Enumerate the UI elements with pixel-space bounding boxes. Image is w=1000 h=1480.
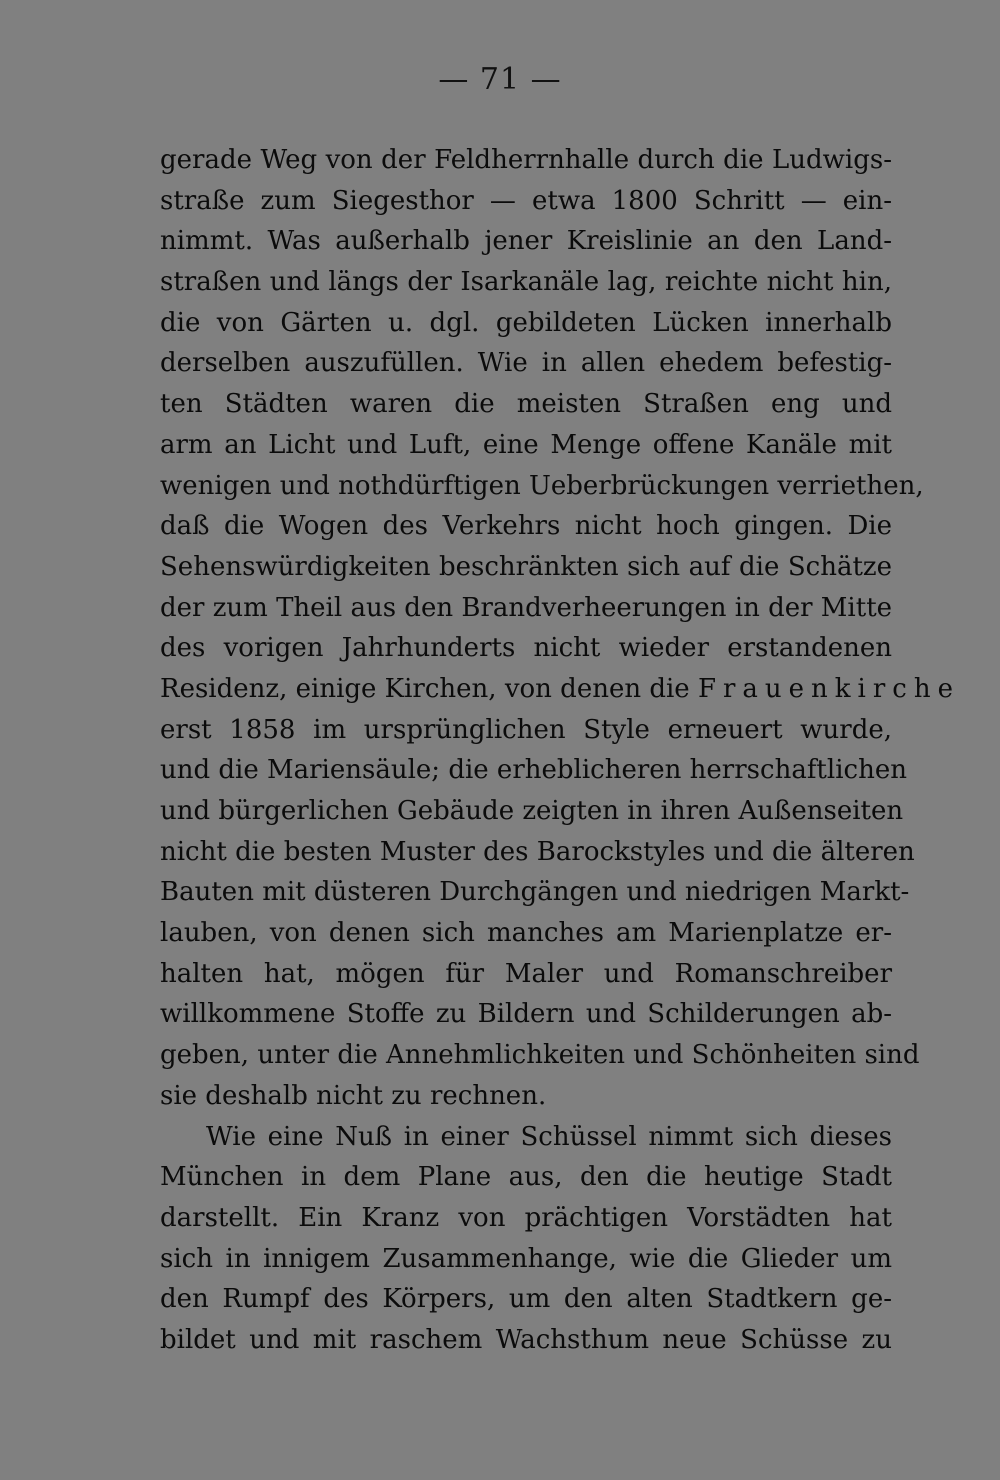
text-line: derselben auszufüllen. Wie in allen ehedem befestig- [160, 348, 892, 379]
text-line: Wie eine Nuß in einer Schüssel nimmt sich dieses [206, 1121, 892, 1152]
text-line: nicht die besten Muster des Barockstyles und die älteren [160, 836, 915, 867]
text-line: bildet und mit raschem Wachsthum neue Schüsse zu [160, 1324, 892, 1355]
text-line: Bauten mit düsteren Durchgängen und niedrigen Markt- [160, 877, 910, 908]
text-line: nimmt. Was außerhalb jener Kreislinie an den Land- [160, 226, 892, 257]
text-line: lauben, von denen sich manches am Marienplatze er- [160, 918, 892, 949]
text-line: den Rumpf des Körpers, um den alten Stadtkern ge- [160, 1284, 892, 1315]
text-line: Residenz, einige Kirchen, von denen die Frauenkirche [160, 673, 960, 704]
text-line: und bürgerlichen Gebäude zeigten in ihren Außenseiten [160, 796, 904, 826]
text-line: darstellt. Ein Kranz von prächtigen Vorstädten hat [160, 1202, 892, 1233]
text-line: die von Gärten u. dgl. gebildeten Lücken innerhalb [160, 307, 892, 338]
text-line: sich in innigem Zusammenhange, wie die Glieder um [160, 1243, 892, 1274]
text-line: daß die Wogen des Verkehrs nicht hoch gingen. Die [160, 511, 892, 542]
text-line: Sehenswürdigkeiten beschränkten sich auf die Schätze [160, 551, 892, 582]
text-line: gerade Weg von der Feldherrnhalle durch die Ludwigs- [160, 145, 892, 175]
text-line: erst 1858 im ursprünglichen Style erneuert wurde, [160, 714, 892, 745]
text-line: wenigen und nothdürftigen Ueberbrückungen verriethen, [160, 470, 924, 501]
emphasized-word: Frauenkirche [697, 673, 960, 704]
text-line: willkommene Stoffe zu Bildern und Schilderungen ab- [160, 999, 892, 1030]
text-line: halten hat, mögen für Maler und Romanschreiber [160, 958, 892, 989]
text-line: arm an Licht und Luft, eine Menge offene Kanäle mit [160, 429, 892, 460]
text-line: ten Städten waren die meisten Straßen eng und [160, 389, 892, 420]
page-number: — 71 — [438, 62, 562, 97]
text-line: München in dem Plane aus, den die heutige Stadt [160, 1162, 892, 1193]
text-line: straße zum Siegesthor — etwa 1800 Schritt — ein- [160, 185, 892, 216]
text-line: der zum Theil aus den Brandverheerungen in der Mitte [160, 592, 893, 623]
text-line: straßen und längs der Isarkanäle lag, reichte nicht hin, [160, 267, 892, 298]
body-text [160, 140, 960, 1361]
text-line: und die Mariensäule; die erheblicheren herrschaftlichen [160, 755, 907, 786]
text-line: des vorigen Jahrhunderts nicht wieder erstandenen [160, 633, 892, 664]
text-line: sie deshalb nicht zu rechnen. [160, 1080, 547, 1111]
text-line: geben, unter die Annehmlichkeiten und Schönheiten sind [160, 1040, 920, 1071]
